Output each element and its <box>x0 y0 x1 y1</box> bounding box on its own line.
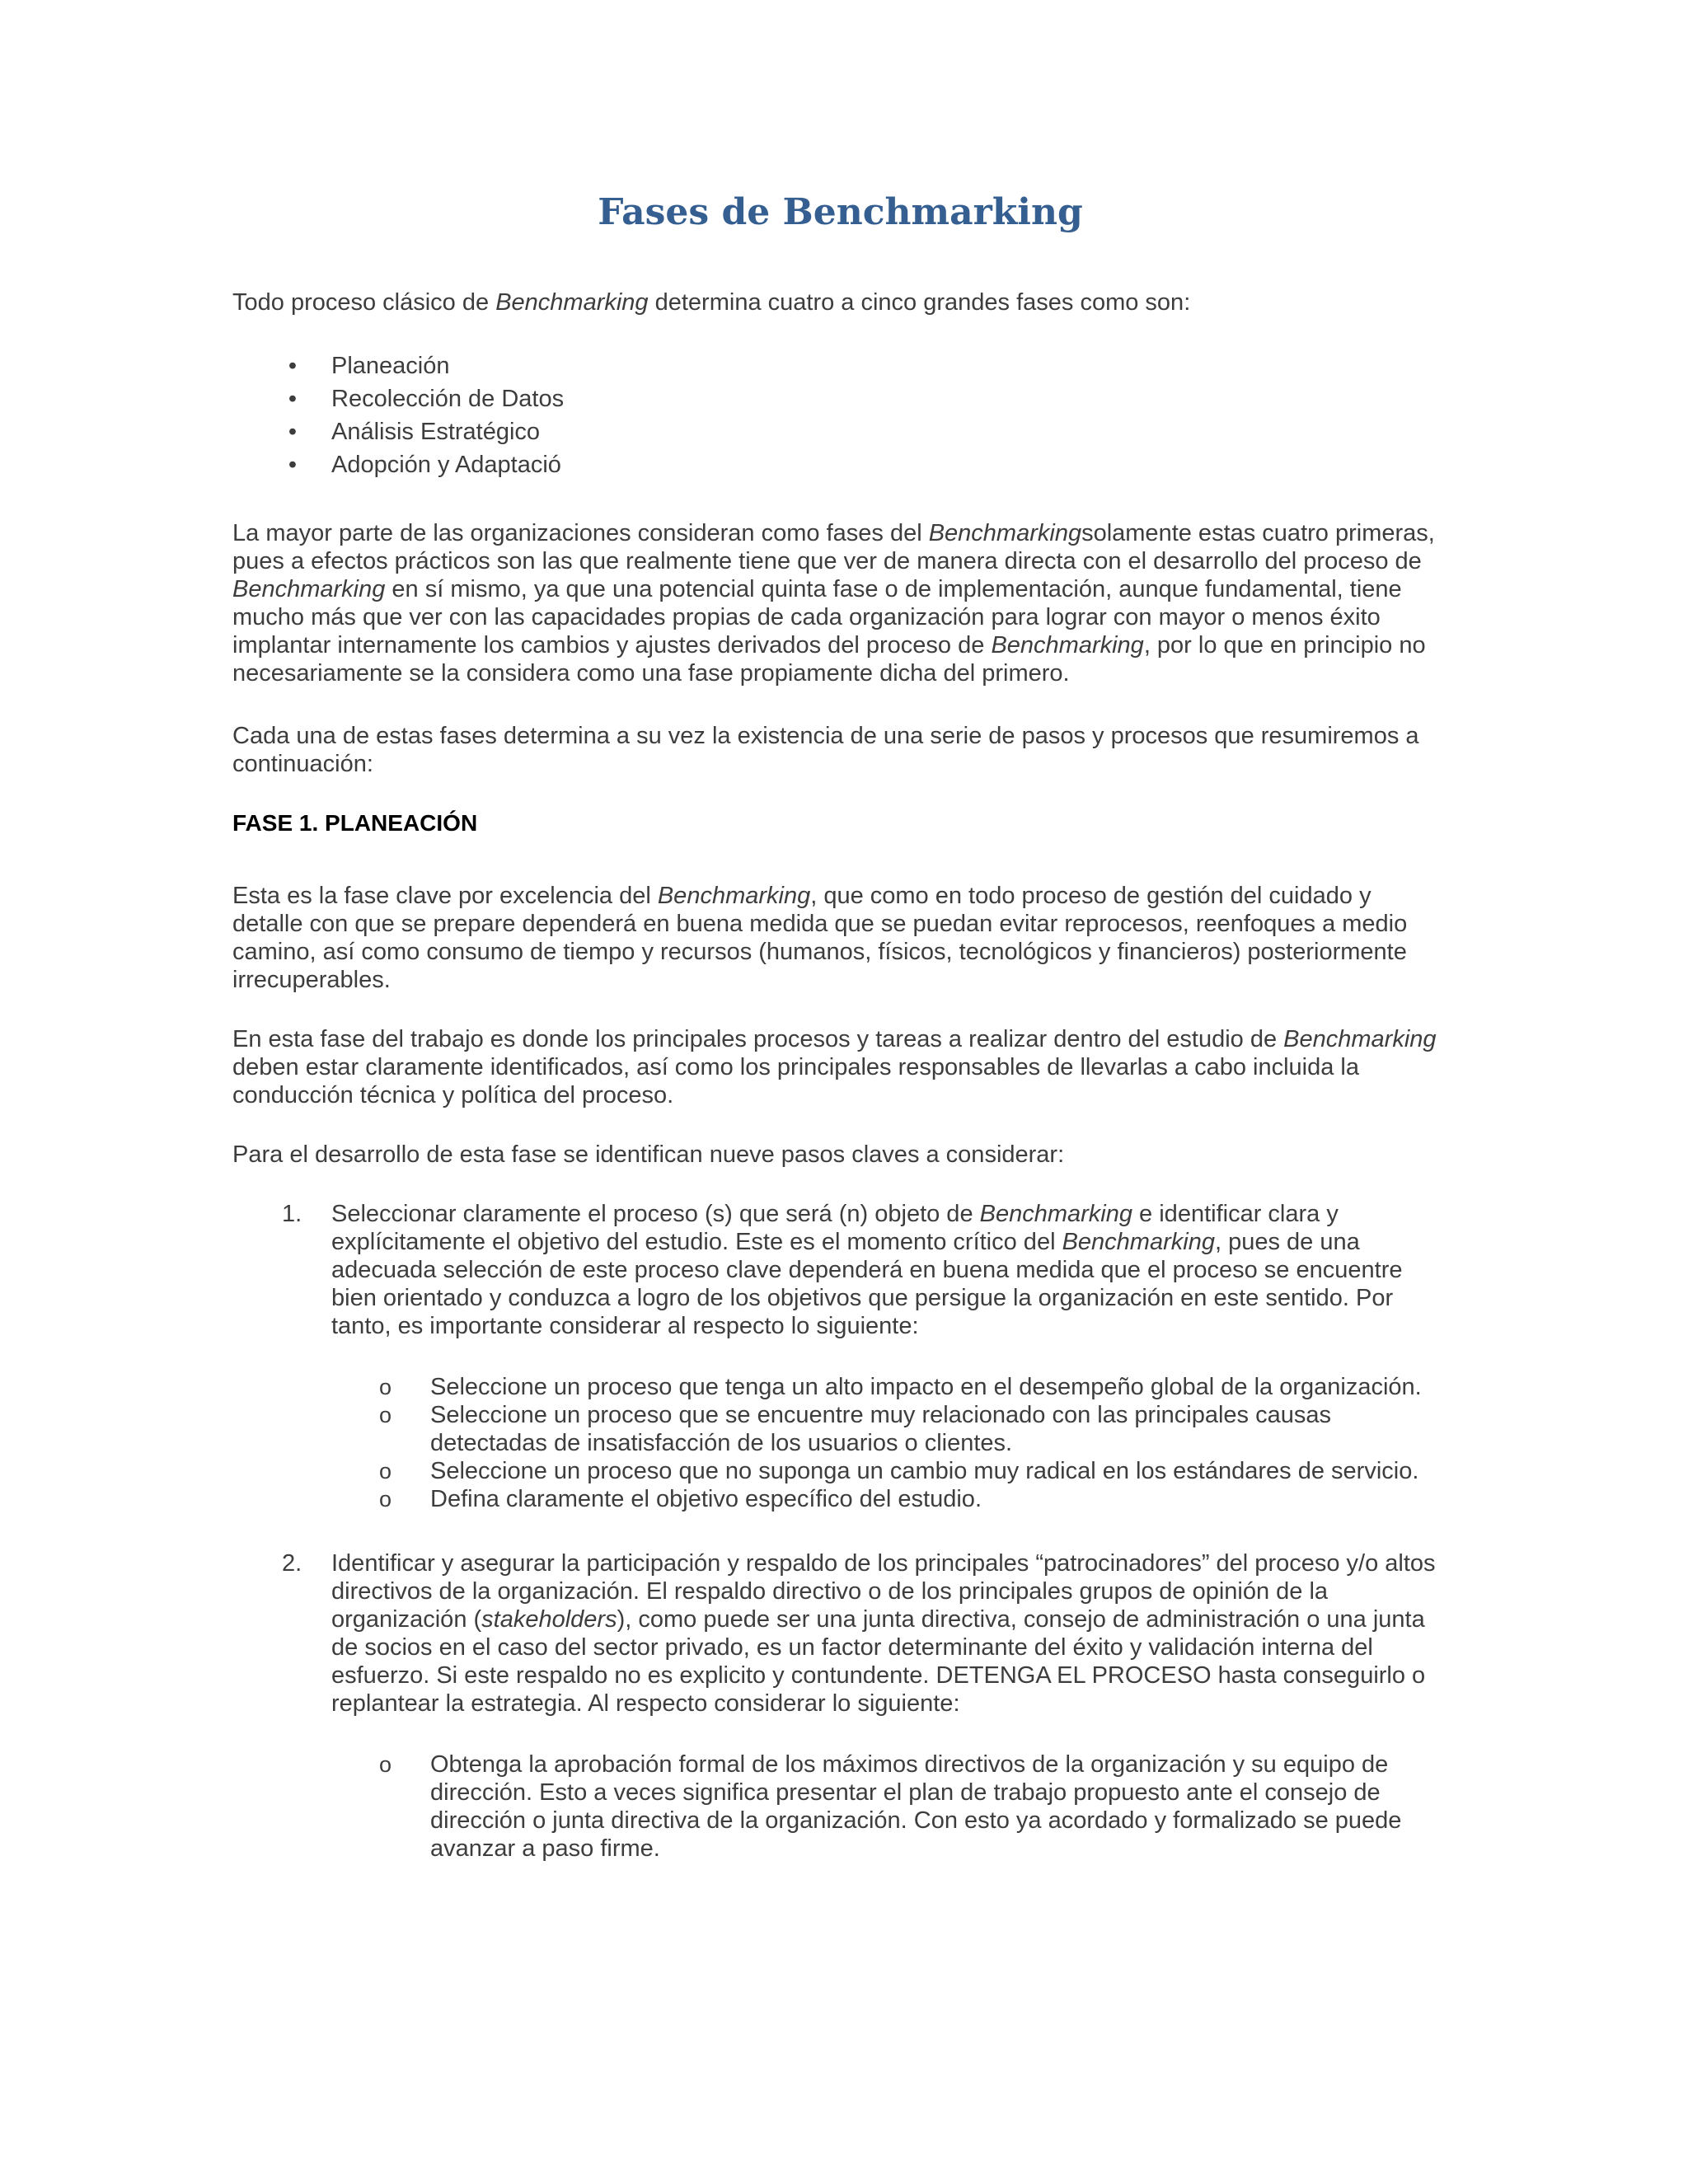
circle-bullet-icon: o <box>379 1459 392 1483</box>
bullet-icon: • <box>288 386 298 412</box>
bullet-icon: • <box>288 353 298 379</box>
italic-run: Benchmarking <box>232 576 386 602</box>
phase-label: Análisis Estratégico <box>331 419 541 445</box>
step-number: 2. <box>282 1550 302 1577</box>
list-item <box>331 1457 1448 1485</box>
list-item <box>232 415 1448 448</box>
text-run: solamente estas cuatro primeras, pues a efectos prácticos son las que realmente tiene que ver de manera directa con el desarrollo del proceso de <box>232 520 1435 574</box>
planeacion-paragraph-1 <box>232 882 1448 994</box>
document-title: Fases de Benchmarking <box>598 191 1083 233</box>
text-run: La mayor parte de las organizaciones consideran como fases del <box>232 520 929 546</box>
bullet-icon: • <box>288 452 298 478</box>
phase-label: Planeación <box>331 353 450 379</box>
circle-bullet-icon: o <box>379 1487 392 1511</box>
planeacion-paragraph-3: Para el desarrollo de esta fase se identifican nueve pasos claves a considerar: <box>232 1141 1065 1168</box>
italic-run: Benchmarking <box>1062 1229 1215 1255</box>
planeacion-paragraph-2 <box>232 1025 1448 1109</box>
italic-run: Benchmarking <box>657 883 811 909</box>
sub-list <box>331 1750 1448 1863</box>
italic-run: Benchmarking <box>991 632 1144 658</box>
sub-item-text: Defina claramente el objetivo específico del estudio. <box>430 1486 982 1512</box>
phases-paragraph <box>232 519 1448 687</box>
circle-bullet-icon: o <box>379 1375 392 1399</box>
text-run: Seleccionar claramente el proceso (s) que será (n) objeto de <box>331 1201 980 1227</box>
text-run: , que como en todo proceso de gestión del cuidado y detalle con que se prepare dependerá en buena medida que se puedan evitar reprocesos, reenfoques a medio camino, así como consumo de tiempo y recursos (humanos, físicos, tecnológicos y financieros) posteriormente irrecuperables. <box>232 883 1408 993</box>
summary-paragraph: Cada una de estas fases determina a su vez la existencia de una serie de pasos y procesos que resumiremos a continuación: <box>232 723 1419 777</box>
list-item <box>331 1401 1448 1457</box>
sub-item-text: Obtenga la aprobación formal de los máximos directivos de la organización y su equipo de dirección. Esto a veces significa presentar el plan de trabajo propuesto ante el consejo de dirección o junta directiva de la organización. Con esto ya acordado y formalizado se puede avanzar a paso firme. <box>430 1751 1402 1862</box>
italic-run: Benchmarking <box>1283 1026 1437 1052</box>
text-run: ), como puede ser una junta directiva, consejo de administración o una junta de socios en el caso del sector privado, es un factor determinante del éxito y validación interna del esfuerzo. Si este respaldo no es explicito y contundente. DETENGA EL PROCESO hasta conseguirlo o replantear la estrategia. Al respecto considerar lo siguiente: <box>331 1606 1426 1717</box>
intro-text-end: determina cuatro a cinco grandes fases como son: <box>648 289 1191 316</box>
text-run: , por lo que en principio no necesariamente se la considera como una fase propiamente dicha del primero. <box>232 632 1426 687</box>
text-run: en sí mismo, ya que una potencial quinta fase o de implementación, aunque fundamental, tiene mucho más que ver con las capacidades propias de cada organización para lograr con mayor o menos éxito implantar internamente los cambios y ajustes derivados del proceso de <box>232 576 1402 658</box>
list-item <box>232 1549 1448 1863</box>
phase-label: Recolección de Datos <box>331 386 565 412</box>
section-heading: FASE 1. PLANEACIÓN <box>232 810 478 836</box>
text-run: Esta es la fase clave por excelencia del <box>232 883 658 909</box>
phase-label: Adopción y Adaptació <box>331 452 561 478</box>
list-item <box>331 1373 1448 1401</box>
step-text <box>331 1200 1448 1340</box>
sub-item-text: Seleccione un proceso que tenga un alto impacto en el desempeño global de la organización. <box>430 1374 1422 1400</box>
intro-paragraph <box>232 288 1448 316</box>
circle-bullet-icon: o <box>379 1752 392 1777</box>
list-item <box>232 1200 1448 1513</box>
list-item <box>331 1750 1448 1863</box>
step-text <box>331 1549 1448 1718</box>
text-run: deben estar claramente identificados, así como los principales responsables de llevarlas a cabo incluida la conducción técnica y política del proceso. <box>232 1054 1359 1108</box>
italic-run: Benchmarking <box>979 1201 1132 1227</box>
steps-list <box>232 1200 1448 1863</box>
sub-list <box>331 1373 1448 1513</box>
text-run: e identificar clara y explícitamente el objetivo del estudio. Este es el momento crítico del <box>331 1201 1339 1255</box>
sub-item-text: Seleccione un proceso que se encuentre muy relacionado con las principales causas detectadas de insatisfacción de los usuarios o clientes. <box>430 1402 1331 1456</box>
text-run: , pues de una adecuada selección de este proceso clave dependerá en buena medida que el proceso se encuentre bien orientado y conduzca a logro de los objetivos que persigue la organización en este sentido. Por tanto, es importante considerar al respecto lo siguiente: <box>331 1229 1403 1339</box>
intro-italic: Benchmarking <box>495 289 649 316</box>
phases-list <box>232 349 1448 481</box>
italic-run: stakeholders <box>481 1606 617 1633</box>
list-item <box>232 382 1448 415</box>
intro-text: Todo proceso clásico de <box>232 289 496 316</box>
italic-run: Benchmarking <box>928 520 1082 546</box>
text-run: Identificar y asegurar la participación y respaldo de los principales “patrocinadores” del proceso y/o altos directivos de la organización. El respaldo directivo o de los principales grupos de opinión de la organización ( <box>331 1550 1436 1633</box>
list-item <box>232 349 1448 382</box>
sub-item-text: Seleccione un proceso que no suponga un cambio muy radical en los estándares de servicio. <box>430 1458 1419 1484</box>
text-run: En esta fase del trabajo es donde los principales procesos y tareas a realizar dentro del estudio de <box>232 1026 1284 1052</box>
circle-bullet-icon: o <box>379 1403 392 1427</box>
document-body <box>232 190 1448 1899</box>
bullet-icon: • <box>288 419 298 445</box>
list-item <box>232 448 1448 481</box>
list-item <box>331 1485 1448 1513</box>
step-number: 1. <box>282 1201 302 1227</box>
